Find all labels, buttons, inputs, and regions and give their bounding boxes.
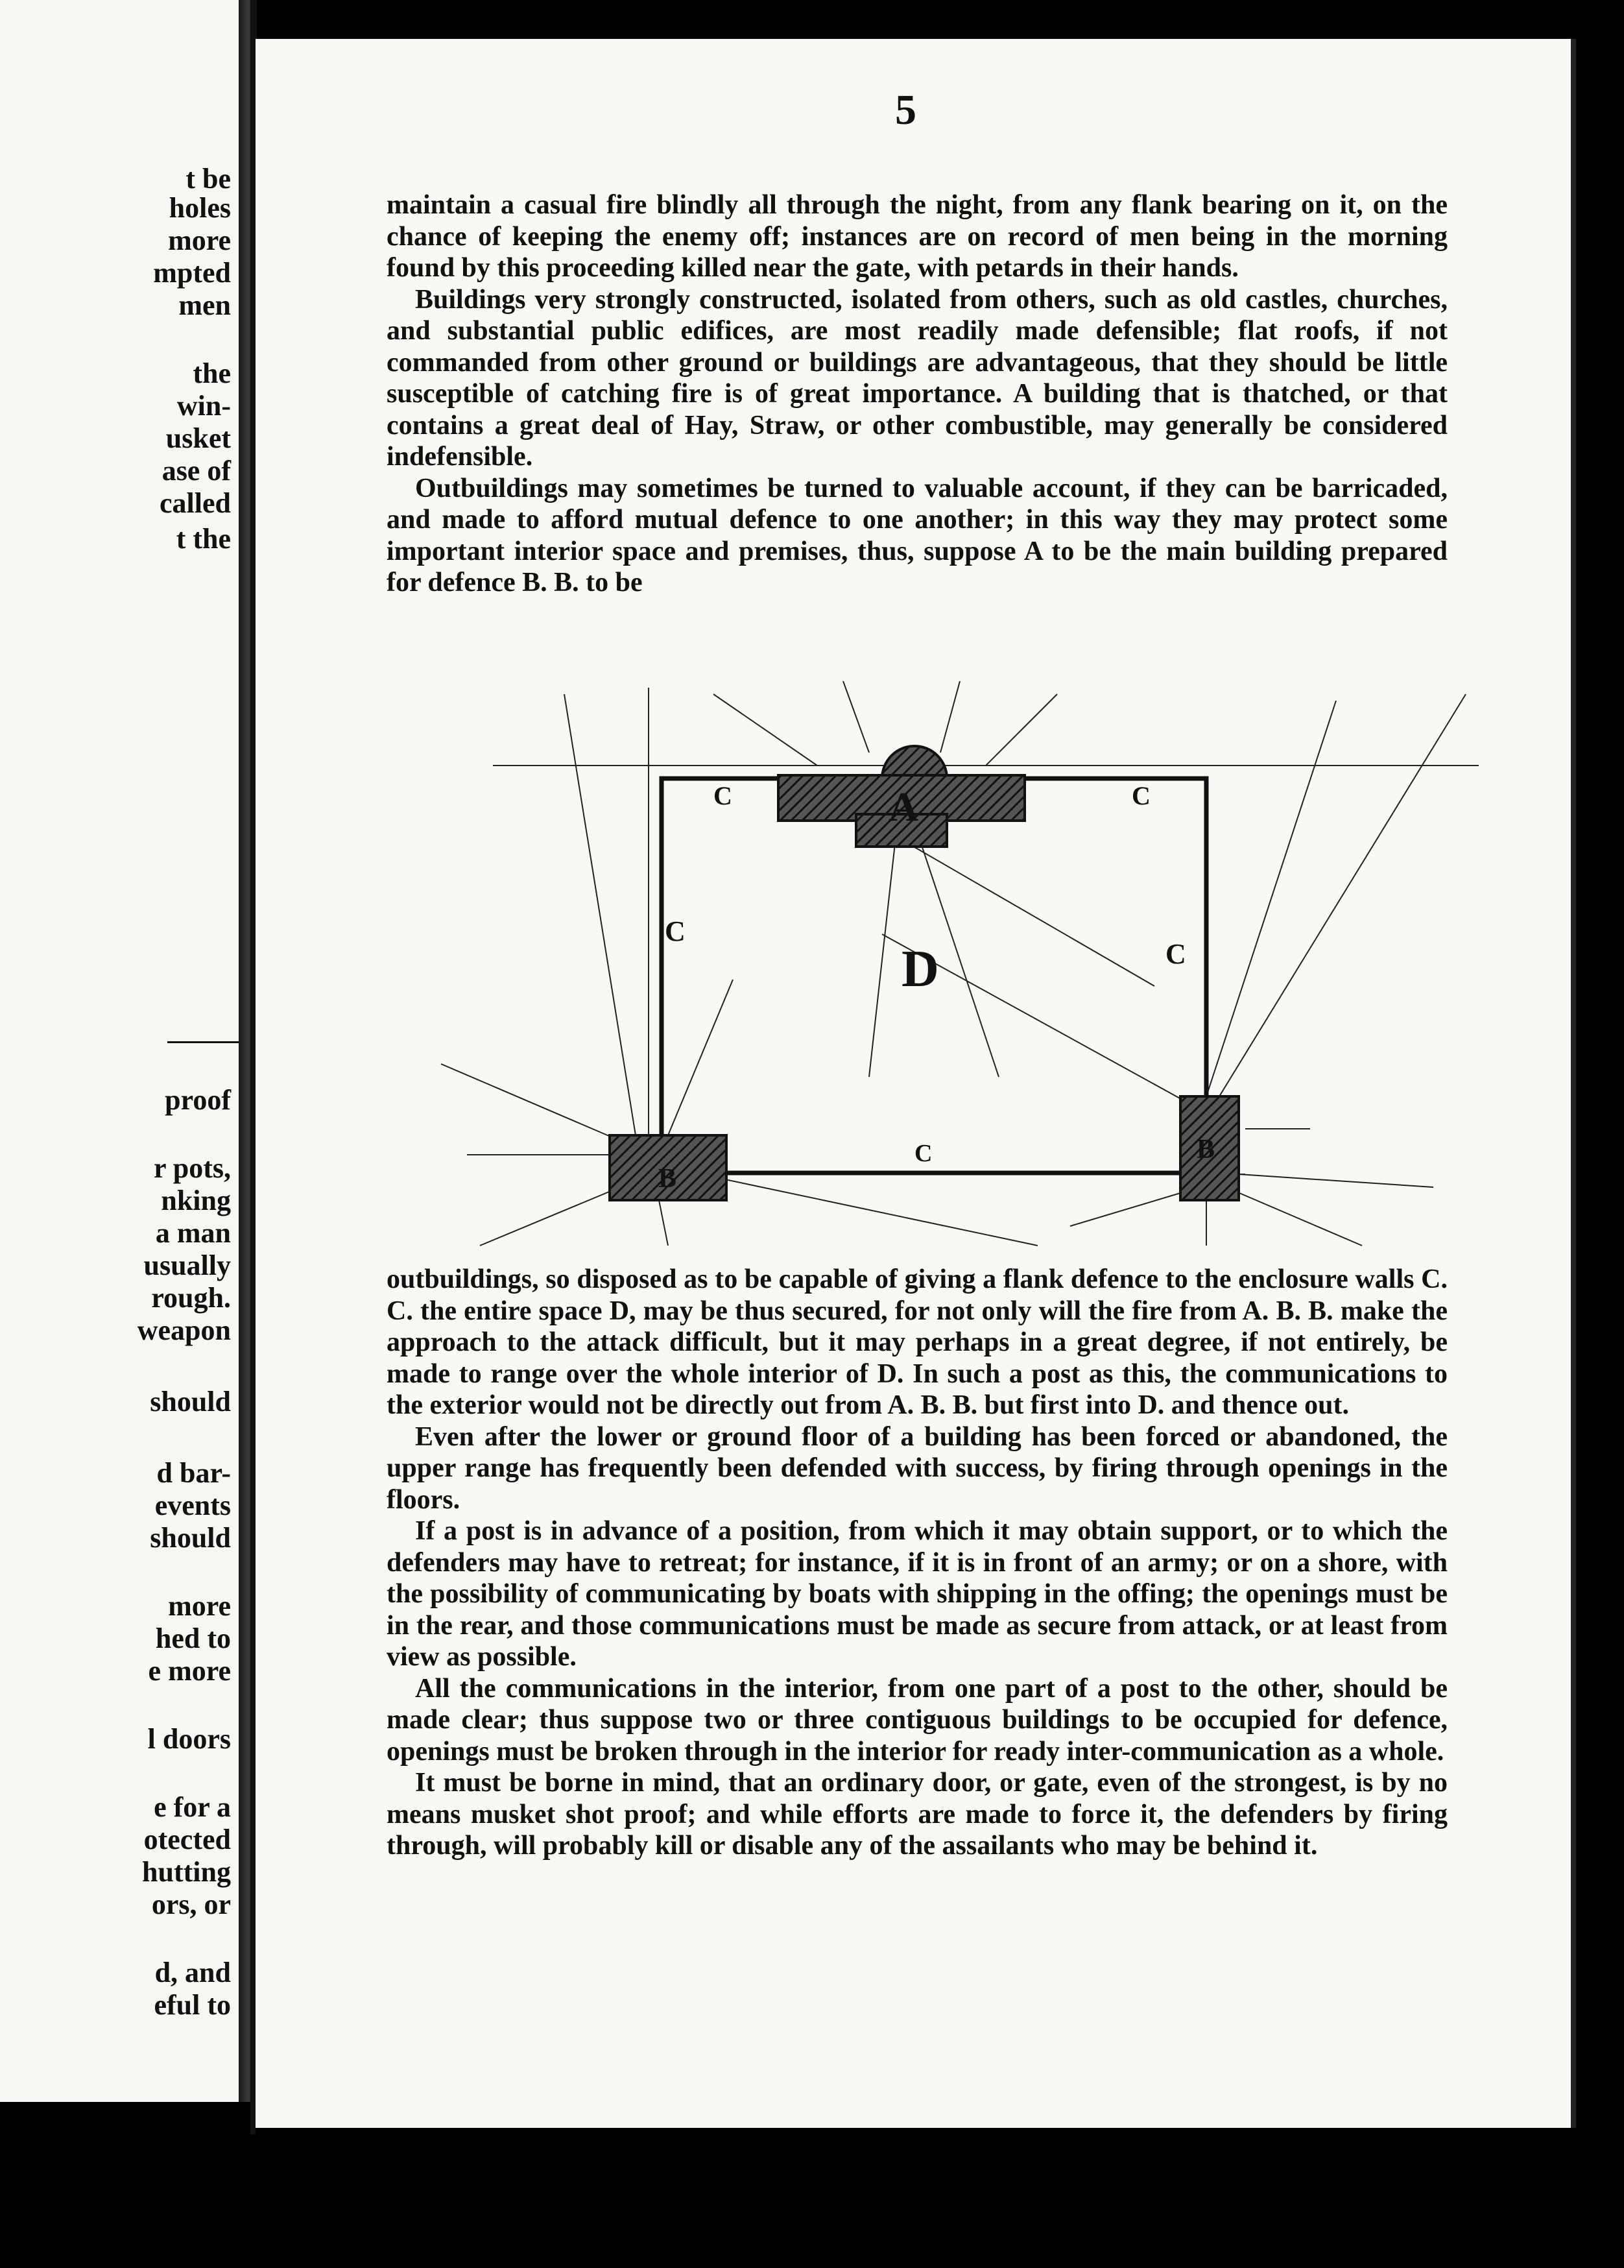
text-block-bottom xyxy=(387,1264,1448,1862)
fire-line xyxy=(1239,1174,1433,1187)
left-page-text-fragment: a man xyxy=(155,1217,231,1249)
left-page-text-fragment: called xyxy=(160,487,231,519)
left-page-text-fragment: should xyxy=(150,1386,231,1418)
divider xyxy=(167,1041,239,1043)
paragraph: If a post is in advance of a position, from which it may obtain support, or to which the defenders may have to retreat; for instance, if it is in front of an army; or on a shore, with the possibility of communicating by boats with shipping in the offing; the openings must be in the rear, and those communications must be made as secure from attack, or at least from view as possible. xyxy=(387,1516,1448,1672)
page-number: 5 xyxy=(895,86,916,134)
page-edge xyxy=(250,0,256,2134)
left-page-text-fragment: more xyxy=(168,1590,231,1622)
paragraph: Outbuildings may sometimes be turned to valuable account, if they can be barricaded, and made to afford mutual defence to one another; in this way they may protect some important interior space and premises, thus, suppose A to be the main building prepared for defence B. B. to be xyxy=(387,473,1448,597)
left-page-text-fragment: e more xyxy=(148,1655,231,1687)
left-page-text-fragment: r pots, xyxy=(154,1152,231,1184)
fire-line xyxy=(668,980,733,1135)
left-page-text-fragment: ase of xyxy=(161,455,231,487)
left-page-text-fragment: proof xyxy=(165,1084,231,1116)
fire-line xyxy=(940,681,960,753)
label-c-top-right: C xyxy=(1132,781,1151,810)
label-c-top-left: C xyxy=(713,781,732,810)
left-page-text-fragment: ors, or xyxy=(151,1888,231,1920)
fire-line xyxy=(843,681,869,753)
left-page-text-fragment: eful to xyxy=(154,1989,231,2021)
paragraph: All the communications in the interior, from one part of a post to the other, should be made clear; thus suppose two or three contiguous buildings to be occupied for defence, openings must be broken through in the interior for ready inter-communication as a whole. xyxy=(387,1673,1448,1767)
paragraph: outbuildings, so disposed as to be capable of giving a flank defence to the enclosure walls C. C. the entire space D, may be thus secured, for not only will the fire from A. B. B. make the approach to the attack difficult, but it may perhaps in a great degree, if not entirely, be made to range over the whole interior of D. In such a post as this, the communications to the exterior would not be directly out from A. B. B. but first into D. and thence out. xyxy=(387,1264,1448,1420)
fire-line xyxy=(700,1174,1038,1246)
left-page-text-fragment: events xyxy=(154,1490,231,1521)
left-page-text-fragment: otected xyxy=(143,1824,231,1855)
fire-line xyxy=(986,694,1057,766)
left-page-text-fragment: t the xyxy=(176,523,231,555)
fire-line xyxy=(564,694,636,1135)
fire-line xyxy=(1206,701,1336,1096)
left-page-text-fragment: more xyxy=(168,224,231,256)
paragraph: Even after the lower or ground floor of a building has been forced or abandoned, the upper range has frequently been defended with success, by firing through openings in the floors. xyxy=(387,1421,1448,1515)
label-c-left: C xyxy=(665,915,686,947)
label-a: A xyxy=(889,784,919,830)
fire-line xyxy=(1226,1187,1362,1246)
left-page-text-fragment: d, and xyxy=(154,1957,231,1988)
left-page-text-fragment: mpted xyxy=(153,257,231,289)
left-page-text-fragment: t be xyxy=(185,163,231,195)
label-b-left: B xyxy=(658,1164,677,1194)
left-page-text-fragment: nking xyxy=(161,1185,231,1216)
text-block-top xyxy=(387,189,1448,599)
fire-line xyxy=(713,694,817,766)
left-page-text-fragment: l doors xyxy=(147,1723,231,1755)
fire-line xyxy=(869,843,895,1077)
fire-line xyxy=(441,1064,623,1142)
left-page-text-fragment: hed to xyxy=(155,1623,231,1654)
left-page-text-fragment: usket xyxy=(165,422,231,454)
left-page-text-fragment: men xyxy=(178,289,231,321)
label-c-bottom: C xyxy=(914,1140,933,1167)
paragraph: maintain a casual fire blindly all through the night, from any flank bearing on it, on the chance of keeping the enemy off; instances are on record of men being in the morning found by this proceeding killed near the gate, with petards in their hands. xyxy=(387,190,1448,283)
paragraph: Buildings very strongly constructed, isolated from others, such as old castles, churches, and substantial public edifices, are most readily made defensible; flat roofs, if not commanded from other ground or buildings are advantageous, that they should be little susceptible of catching fire is of great importance. A building that is thatched, or that contains a great deal of Hay, Straw, or other combustible, may generally be considered indefensible. xyxy=(387,284,1448,472)
left-page-text-fragment: usually xyxy=(143,1249,231,1281)
left-page-text-fragment: e for a xyxy=(154,1791,231,1823)
label-c-right: C xyxy=(1165,938,1186,970)
left-page-text-fragment: win- xyxy=(176,390,231,422)
fortification-diagram xyxy=(363,675,1505,1272)
label-d: D xyxy=(902,941,939,998)
left-page-text-fragment: the xyxy=(193,357,231,389)
left-page-text-fragment: holes xyxy=(169,192,231,224)
left-page-text-fragment: rough. xyxy=(151,1282,231,1314)
fire-lines xyxy=(441,681,1479,1246)
left-page-fragment xyxy=(0,0,239,2102)
fire-line xyxy=(1219,694,1466,1096)
label-b-right: B xyxy=(1197,1135,1215,1164)
left-page-text-fragment: d bar- xyxy=(156,1457,231,1489)
left-page-text-fragment: should xyxy=(150,1522,231,1554)
left-page-text-fragment: weapon xyxy=(137,1314,231,1346)
paragraph: It must be borne in mind, that an ordinary door, or gate, even of the strongest, is by no means musket shot proof; and while efforts are made to force it, the defenders by firing through, will probably kill or disable any of the assailants who may be behind it. xyxy=(387,1768,1448,1861)
left-page-text-fragment: hutting xyxy=(142,1856,231,1888)
